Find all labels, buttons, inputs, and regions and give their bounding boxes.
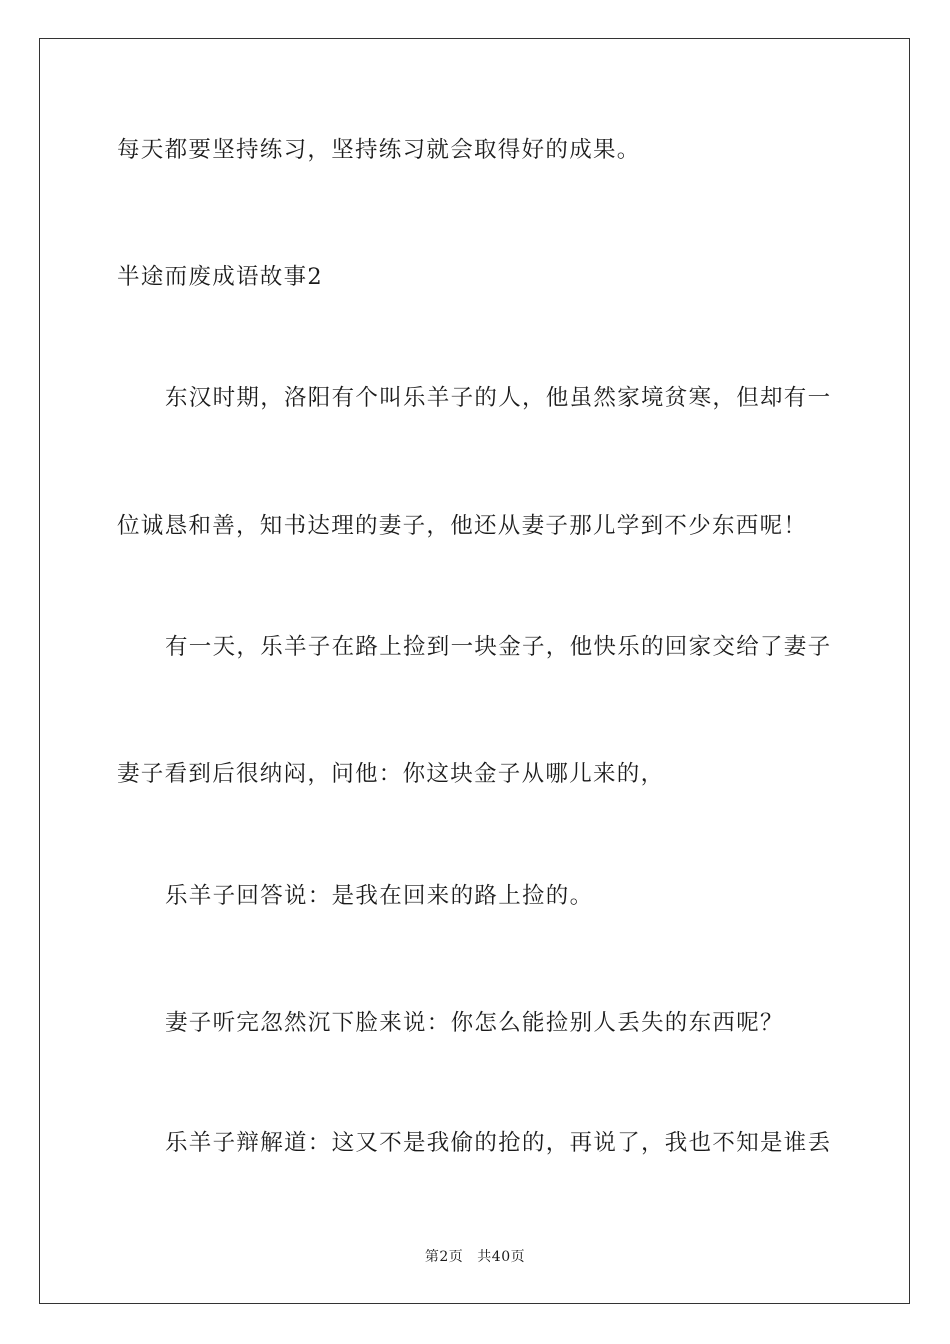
page-number: 第2页: [424, 1249, 464, 1265]
paragraph-line-9: 乐羊子辩解道：这又不是我偷的抢的，再说了，我也不知是谁丢: [165, 1130, 832, 1156]
paragraph-line-8: 妻子听完忽然沉下脸来说：你怎么能捡别人丢失的东西呢？: [165, 1010, 784, 1036]
paragraph-line-5: 有一天，乐羊子在路上捡到一块金子，他快乐的回家交给了妻子: [165, 634, 832, 660]
section-heading: 半途而废成语故事2: [117, 264, 324, 290]
page-total: 共40页: [477, 1249, 526, 1265]
paragraph-line-3: 东汉时期，洛阳有个叫乐羊子的人，他虽然家境贫寒，但却有一: [165, 385, 832, 411]
paragraph-line-7: 乐羊子回答说：是我在回来的路上捡的。: [165, 883, 594, 909]
page-border: [39, 38, 910, 1304]
paragraph-line-4: 位诚恳和善，知书达理的妻子，他还从妻子那儿学到不少东西呢！: [117, 513, 808, 539]
paragraph-line-6: 妻子看到后很纳闷，问他：你这块金子从哪儿来的，: [117, 761, 665, 787]
page-footer: [0, 1246, 950, 1266]
paragraph-line-1: 每天都要坚持练习，坚持练习就会取得好的成果。: [117, 137, 641, 163]
